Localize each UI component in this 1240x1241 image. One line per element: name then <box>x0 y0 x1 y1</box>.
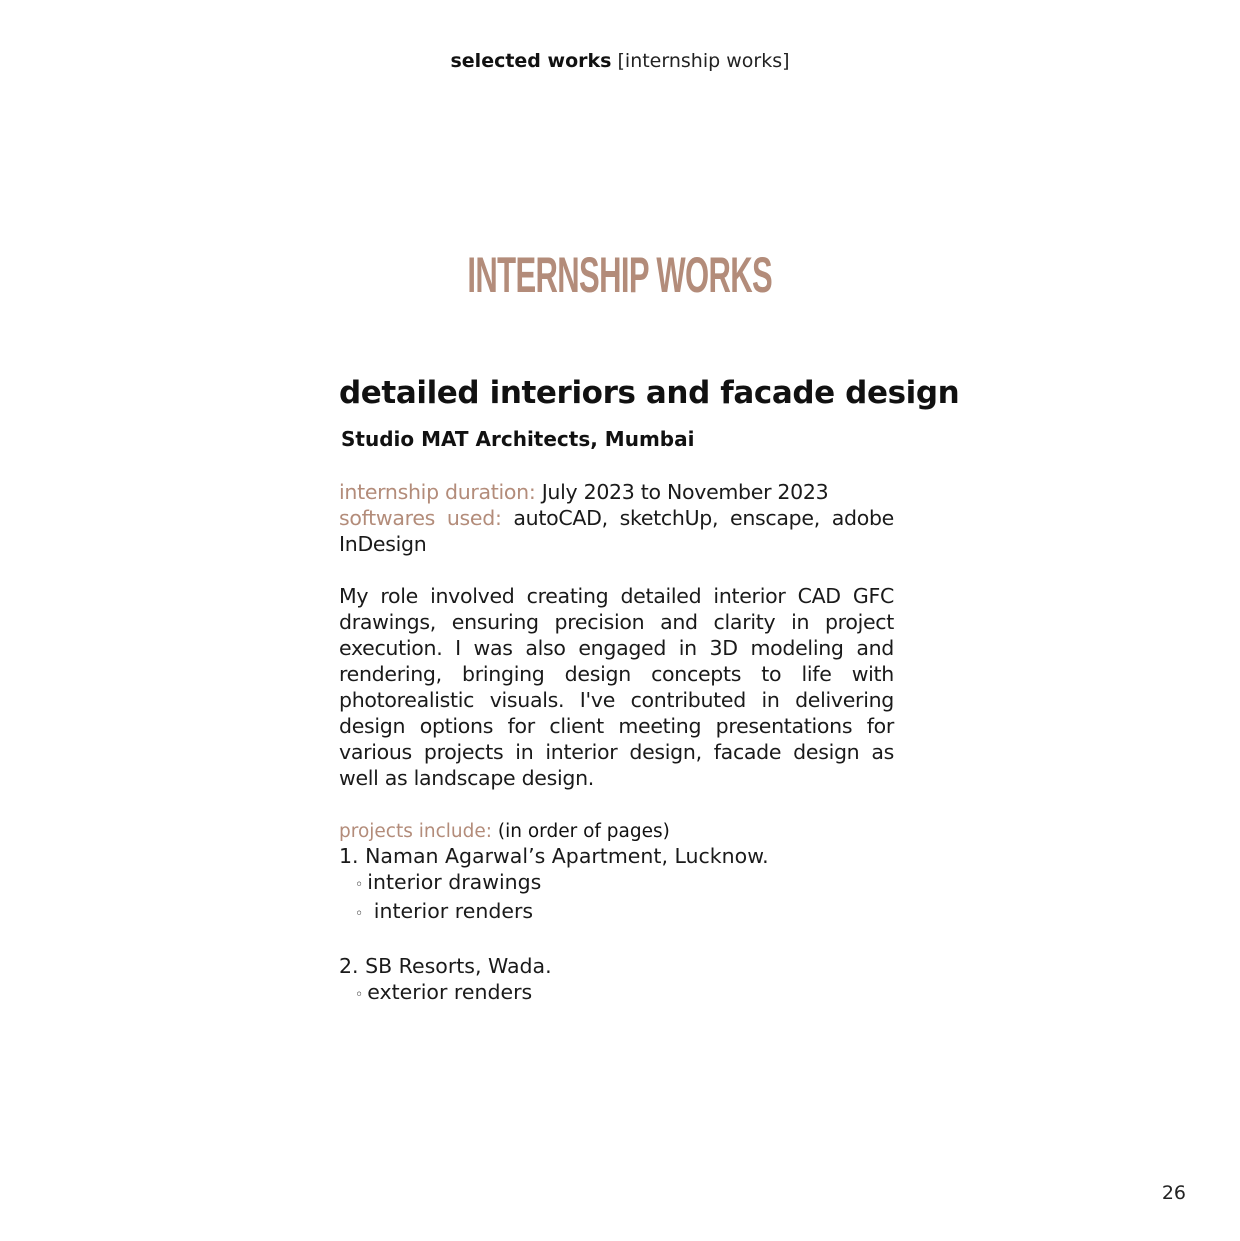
internship-info <box>339 479 894 557</box>
projects-label: projects include: <box>339 821 492 842</box>
sub-item-text: interior drawings <box>367 870 542 894</box>
sub-item-text: interior renders <box>367 899 534 923</box>
page-title <box>0 242 1240 308</box>
project-item-2: 2. SB Resorts, Wada. <box>339 954 552 978</box>
projects-note: (in order of pages) <box>497 821 670 842</box>
running-header <box>0 49 1240 73</box>
project-title: detailed interiors and facade design <box>339 375 960 411</box>
bullet-icon: ◦ <box>355 877 364 893</box>
project-item-1: 1. Naman Agarwal’s Apartment, Lucknow. <box>339 844 769 868</box>
projects-label-line <box>339 821 894 843</box>
software-value: autoCAD, sketchUp, enscape, adobe InDesign <box>339 506 894 556</box>
software-line <box>339 505 894 557</box>
studio-name: Studio MAT Architects, Mumbai <box>341 427 695 451</box>
software-label: softwares used: <box>339 506 502 530</box>
page-title-text: INTERNSHIP WORKS <box>467 247 773 303</box>
project-item-1-sub-1 <box>339 869 894 898</box>
sub-item-text: exterior renders <box>367 980 533 1004</box>
projects-list <box>339 821 894 1008</box>
header-subsection: [internship works] <box>617 50 790 72</box>
duration-value: July 2023 to November 2023 <box>541 480 829 504</box>
bullet-icon: ◦ <box>355 906 364 922</box>
duration-line <box>339 479 894 505</box>
project-item-2-sub-1 <box>339 979 894 1008</box>
description-paragraph: My role involved creating detailed interior CAD GFC drawings, ensuring precision and clarity in project execution. I was also engaged in 3D modeling and rendering, bringing design concepts to life with photorealistic visuals. I've contributed in delivering design options for client meeting presentations for various projects in interior design, facade design as well as landscape design. <box>339 584 894 790</box>
page-number: 26 <box>1161 1182 1186 1204</box>
project-item-1-sub-2 <box>339 898 894 927</box>
header-section: selected works <box>450 50 612 72</box>
duration-label: internship duration: <box>339 480 536 504</box>
bullet-icon: ◦ <box>355 987 364 1003</box>
list-spacer <box>339 927 894 953</box>
main-content <box>339 370 960 1008</box>
